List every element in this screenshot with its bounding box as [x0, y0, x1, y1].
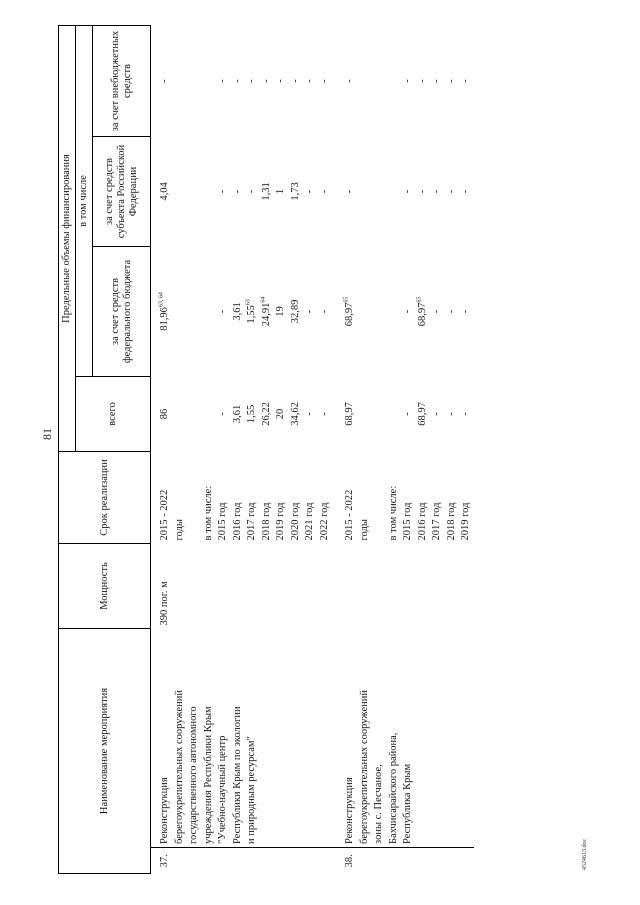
header-name: Наименование мероприятия — [59, 628, 151, 873]
row-total: - — [431, 412, 442, 416]
row-regional: - — [402, 189, 413, 194]
row-extra: - — [159, 79, 170, 83]
row-regional: - — [318, 189, 330, 194]
row-name — [416, 628, 431, 847]
row-capacity — [387, 543, 402, 628]
row-name — [445, 628, 460, 847]
row-regional: 1 — [275, 188, 286, 195]
row-period: 2019 год — [275, 502, 286, 541]
row-capacity — [173, 543, 188, 628]
row-regional: - — [246, 189, 257, 194]
row-federal: - — [402, 309, 413, 314]
footnote-ref: 64 — [260, 296, 266, 303]
row-period: 2017 год — [246, 502, 257, 541]
row-capacity — [187, 543, 202, 628]
row-federal: - — [445, 309, 457, 314]
row-total: 68,97 — [344, 402, 355, 426]
row-federal: 19 — [275, 306, 286, 317]
row-federal: 32,89 — [289, 299, 301, 324]
row-period: в том числе: — [387, 485, 399, 541]
table-row — [151, 25, 173, 873]
row-name: берегоукрепительных сооружений — [358, 628, 373, 847]
row-extra: - — [431, 79, 442, 83]
row-number — [274, 848, 289, 874]
row-number — [445, 848, 460, 874]
row-regional: - — [416, 189, 428, 194]
row-number — [459, 848, 474, 874]
row-capacity — [332, 543, 358, 628]
row-capacity — [459, 543, 474, 628]
row-capacity — [401, 543, 416, 628]
footnote-ref: 65 — [416, 296, 422, 303]
table-row — [245, 25, 260, 873]
row-name: берегоукрепительных сооружений — [173, 628, 188, 847]
table-row — [401, 25, 416, 873]
row-total: 1,55 — [246, 404, 257, 424]
row-period: 2016 год — [416, 502, 428, 541]
table-row — [459, 25, 474, 873]
row-number — [216, 848, 231, 874]
row-total — [358, 376, 373, 451]
row-regional — [202, 136, 217, 246]
table-row — [445, 25, 460, 873]
row-name: государственного автономного — [187, 628, 202, 847]
header-capacity: Мощность — [59, 543, 151, 628]
row-regional: - — [344, 189, 355, 194]
row-name: "Учебно-научный центр — [216, 628, 231, 847]
row-number: 38. — [344, 854, 355, 868]
row-capacity — [372, 543, 387, 628]
row-capacity — [289, 543, 304, 628]
row-period: 2018 год — [260, 502, 272, 541]
row-period: 2016 год — [231, 502, 243, 541]
row-regional — [187, 136, 202, 246]
row-extra — [202, 25, 217, 136]
row-period: 2021 год — [304, 502, 315, 541]
row-total: 68,97 — [416, 402, 428, 426]
row-extra: - — [289, 79, 301, 83]
row-number — [245, 848, 260, 874]
row-number — [430, 848, 445, 874]
row-name: Реконструкция — [332, 628, 358, 847]
row-name: и природным ресурсам" — [245, 628, 260, 847]
row-federal: 1,55$^{63}$ — [245, 299, 257, 324]
row-federal: - — [217, 309, 228, 314]
row-capacity — [416, 543, 431, 628]
row-period: 2019 год — [460, 502, 471, 541]
header-federal: за счет средств федерального бюджета — [93, 246, 151, 376]
row-name — [274, 628, 289, 847]
row-total: 86 — [159, 408, 170, 420]
row-period: годы — [173, 519, 185, 541]
row-regional: - — [460, 189, 471, 194]
row-name — [260, 628, 275, 847]
row-extra — [358, 25, 373, 136]
row-total — [173, 376, 188, 451]
row-period: годы — [358, 519, 370, 541]
row-regional: - — [231, 189, 243, 194]
row-total: - — [217, 412, 228, 416]
table-row — [231, 25, 246, 873]
table-row — [387, 25, 402, 873]
header-regional: за счет средств субъекта Российской Федерации — [93, 136, 151, 246]
footnote-ref: 63 — [245, 299, 252, 306]
row-extra — [372, 25, 387, 136]
row-number — [260, 848, 275, 874]
row-number — [289, 848, 304, 874]
row-capacity — [260, 543, 275, 628]
table-row — [358, 25, 373, 873]
row-total — [372, 376, 387, 451]
row-total — [387, 376, 402, 451]
row-total: - — [460, 412, 471, 416]
row-extra: - — [217, 79, 228, 83]
row-federal — [372, 246, 387, 376]
table-row — [430, 25, 445, 873]
row-name: зоны с. Песчаное, — [372, 628, 387, 847]
row-period: 2015 год — [217, 502, 228, 541]
row-extra: - — [460, 79, 471, 83]
row-total — [187, 376, 202, 451]
row-name: Бахчисарайского района, — [387, 628, 402, 847]
row-regional — [372, 136, 387, 246]
header-limits: Предельные объемы финансирования — [59, 25, 76, 451]
row-extra: - — [246, 79, 257, 83]
row-federal: 68,97$^{65}$ — [343, 296, 355, 327]
row-name: учреждения Республики Крым — [202, 628, 217, 847]
row-period: 2015 - 2022 — [159, 489, 170, 541]
table-header — [59, 25, 151, 873]
table-row — [303, 25, 318, 873]
row-number — [187, 848, 202, 874]
row-period: 2017 год — [431, 502, 442, 541]
page-number: 81 — [40, 428, 54, 440]
row-capacity: 390 пог. м — [159, 581, 170, 626]
row-capacity — [358, 543, 373, 628]
row-regional: - — [445, 189, 457, 194]
row-extra: - — [275, 79, 286, 83]
rotated-table-area — [58, 26, 613, 874]
row-extra — [173, 25, 188, 136]
row-regional: - — [217, 189, 228, 194]
row-capacity — [245, 543, 260, 628]
row-federal — [358, 246, 373, 376]
row-total: - — [318, 412, 330, 416]
row-number — [231, 848, 246, 874]
row-extra — [387, 25, 402, 136]
header-period: Срок реализации — [59, 451, 151, 543]
financing-table — [58, 25, 474, 874]
row-number — [202, 848, 217, 874]
row-number — [318, 848, 333, 874]
table-row — [202, 25, 217, 873]
row-period — [187, 451, 202, 543]
row-capacity — [430, 543, 445, 628]
row-period: в том числе: — [202, 485, 214, 541]
row-period: 2015 год — [402, 502, 413, 541]
row-name — [459, 628, 474, 847]
row-number — [173, 848, 188, 874]
row-total: - — [445, 412, 457, 416]
row-total — [202, 376, 217, 451]
row-total: 3,61 — [231, 404, 243, 424]
row-federal: 24,91$^{64}$ — [260, 296, 272, 327]
row-regional — [358, 136, 373, 246]
row-capacity — [318, 543, 333, 628]
row-extra — [187, 25, 202, 136]
table-row — [332, 25, 358, 873]
row-extra: - — [344, 79, 355, 83]
table-row — [187, 25, 202, 873]
row-regional: - — [431, 189, 442, 194]
row-regional: 1,73 — [289, 182, 301, 201]
row-federal: - — [431, 309, 442, 314]
row-number — [416, 848, 431, 874]
row-capacity — [274, 543, 289, 628]
row-number — [372, 848, 387, 874]
row-federal — [387, 246, 402, 376]
row-capacity — [231, 543, 246, 628]
row-name — [289, 628, 304, 847]
row-name: Республика Крым — [401, 628, 416, 847]
row-number: 37. — [159, 854, 170, 868]
row-federal: - — [304, 309, 315, 314]
table-row — [260, 25, 275, 873]
table-body — [151, 25, 474, 873]
row-regional: 1,31 — [260, 182, 272, 201]
row-name: Республики Крым по экологии — [231, 628, 246, 847]
table-row — [318, 25, 333, 873]
row-period: 2015 - 2022 — [344, 489, 355, 541]
row-total: 34,62 — [289, 402, 301, 426]
row-extra: - — [318, 79, 330, 83]
footnote-ref: 63, 64 — [158, 292, 165, 308]
row-federal — [187, 246, 202, 376]
row-extra: - — [445, 79, 457, 83]
row-total: - — [304, 412, 315, 416]
row-extra: - — [402, 79, 413, 83]
row-federal: 68,97$^{65}$ — [416, 296, 428, 327]
row-name — [303, 628, 318, 847]
row-number — [387, 848, 402, 874]
row-extra: - — [260, 79, 272, 83]
row-federal: - — [318, 309, 330, 314]
row-federal — [173, 246, 188, 376]
footnote-ref: 65 — [343, 296, 350, 303]
row-federal — [202, 246, 217, 376]
row-total: - — [402, 412, 413, 416]
table-row — [372, 25, 387, 873]
row-federal: - — [460, 309, 471, 314]
row-regional: - — [304, 189, 315, 194]
row-total: 20 — [275, 408, 286, 420]
row-extra: - — [304, 79, 315, 83]
row-name — [430, 628, 445, 847]
header-including: в том числе — [76, 25, 93, 376]
row-regional — [387, 136, 402, 246]
table-row — [216, 25, 231, 873]
row-name: Реконструкция — [151, 628, 173, 847]
row-capacity — [216, 543, 231, 628]
table-row — [289, 25, 304, 873]
header-extra: за счет внебюджетных средств — [93, 25, 151, 136]
row-period: 2018 год — [445, 502, 457, 541]
file-name: 4524613.doc — [582, 838, 588, 870]
row-period — [372, 451, 387, 543]
row-capacity — [202, 543, 217, 628]
row-federal: 3,61 — [231, 302, 243, 321]
row-number — [358, 848, 373, 874]
row-number — [401, 848, 416, 874]
row-federal: 81,96$^{63, 64}$ — [158, 292, 170, 331]
row-extra: - — [416, 79, 428, 83]
row-capacity — [445, 543, 460, 628]
table-row — [173, 25, 188, 873]
header-total: всего — [76, 376, 151, 451]
row-regional: 4,04 — [159, 182, 170, 201]
row-period: 2022 год — [318, 502, 330, 541]
row-capacity — [303, 543, 318, 628]
table-row — [416, 25, 431, 873]
row-regional — [173, 136, 188, 246]
table-row — [274, 25, 289, 873]
row-period: 2020 год — [289, 502, 301, 541]
row-extra: - — [231, 79, 243, 83]
row-number — [303, 848, 318, 874]
row-total: 26,22 — [260, 402, 272, 426]
row-name — [318, 628, 333, 847]
